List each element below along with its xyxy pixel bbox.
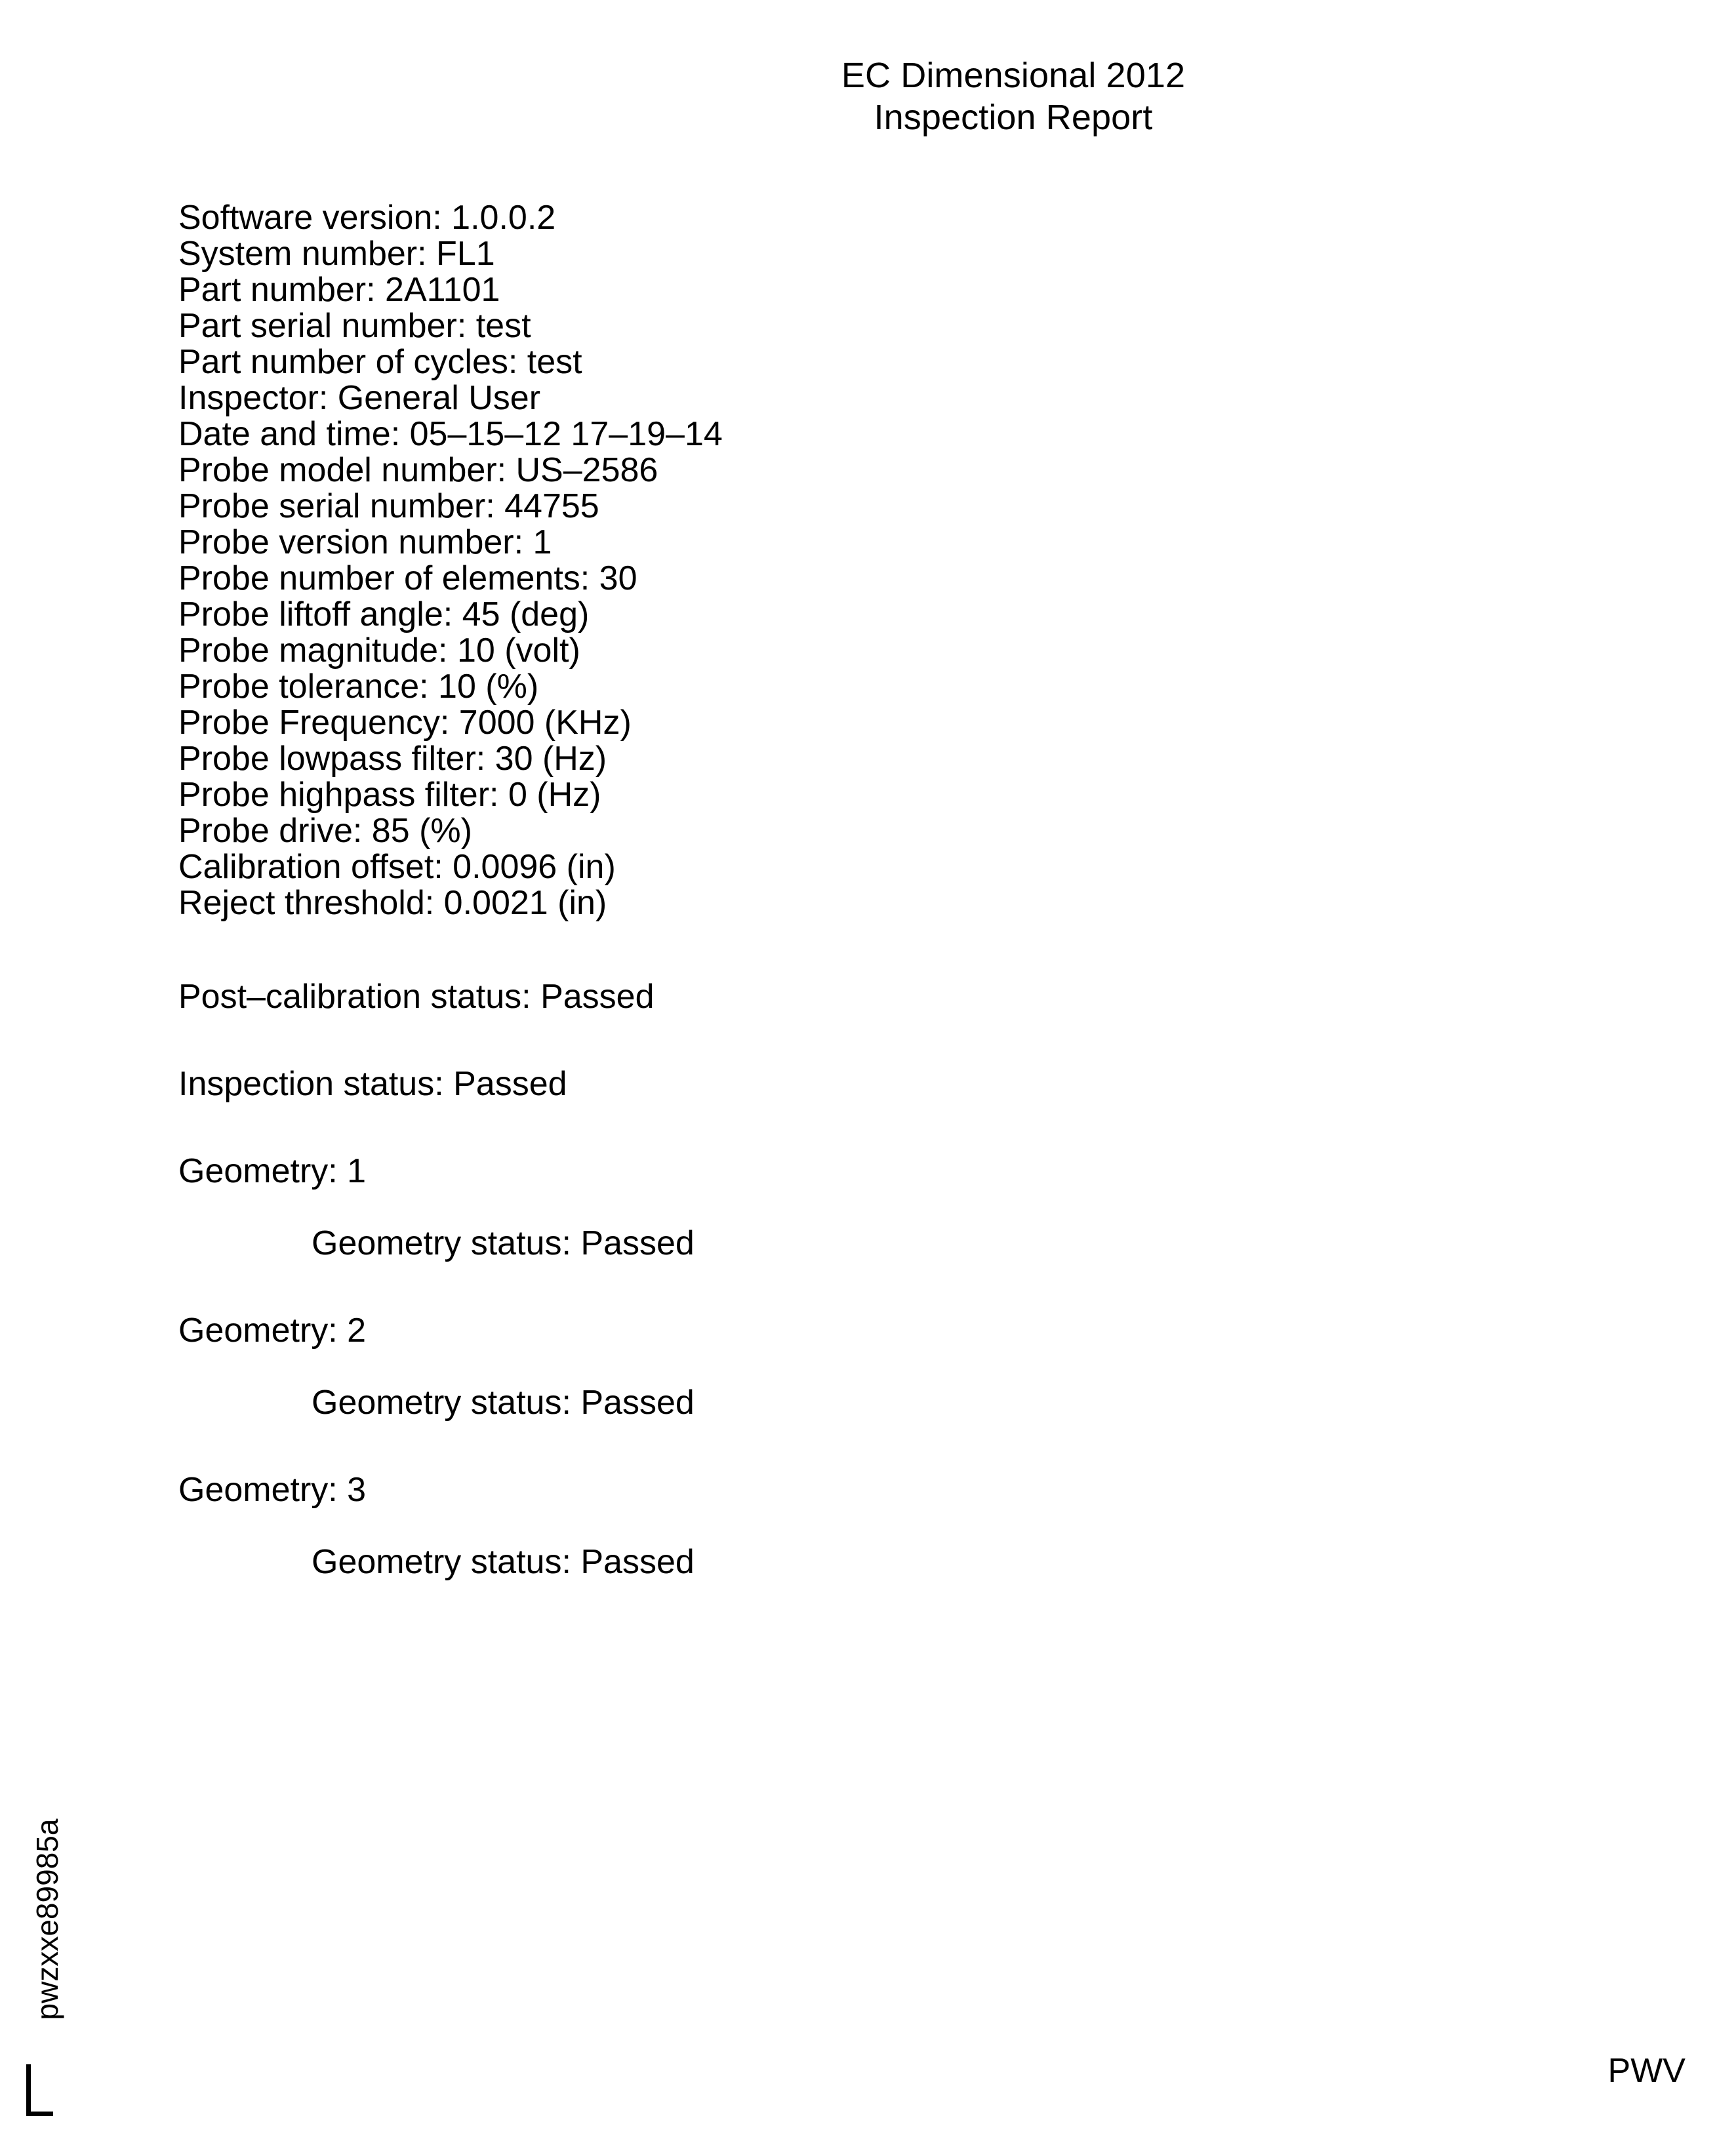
param-part-serial-number: Part serial number: test <box>178 307 531 345</box>
param-probe-magnitude: Probe magnitude: 10 (volt) <box>178 631 580 670</box>
spacer <box>178 1419 1556 1470</box>
param-probe-lowpass-filter: Probe lowpass filter: 30 (Hz) <box>178 740 607 778</box>
geometry-heading-1: Geometry: 1 <box>178 1152 367 1190</box>
geometry-heading-2: Geometry: 2 <box>178 1312 367 1350</box>
param-probe-liftoff-angle: Probe liftoff angle: 45 (deg) <box>178 595 590 633</box>
spacer <box>178 921 1556 977</box>
footer-right-mark: PWV <box>1607 2052 1686 2090</box>
param-date-and-time: Date and time: 05–15–12 17–19–14 <box>178 415 723 453</box>
param-probe-drive: Probe drive: 85 (%) <box>178 812 472 850</box>
param-software-version: Software version: 1.0.0.2 <box>178 199 556 237</box>
watermark-text: pwzxxe89985a <box>30 1818 64 2020</box>
spacer <box>178 1506 1556 1542</box>
param-system-number: System number: FL1 <box>178 235 495 273</box>
param-probe-tolerance: Probe tolerance: 10 (%) <box>178 668 539 706</box>
param-reject-threshold: Reject threshold: 0.0021 (in) <box>178 884 607 922</box>
geometry-status-2: Geometry status: Passed <box>312 1384 695 1422</box>
report-title-block <box>0 55 1736 138</box>
crop-mark-bottom-left <box>26 2064 53 2116</box>
param-inspector: Inspector: General User <box>178 379 541 417</box>
spacer <box>178 1013 1556 1064</box>
spacer <box>178 1260 1556 1311</box>
report-title-line-2: Inspection Report <box>874 97 1153 137</box>
spacer <box>178 1347 1556 1383</box>
param-calibration-offset: Calibration offset: 0.0096 (in) <box>178 848 616 886</box>
geometry-heading-3: Geometry: 3 <box>178 1471 367 1509</box>
spacer <box>178 1100 1556 1152</box>
spacer <box>178 1188 1556 1224</box>
parameter-list <box>178 200 1556 921</box>
post-calibration-status: Post–calibration status: Passed <box>178 978 655 1016</box>
param-probe-version-number: Probe version number: 1 <box>178 523 552 561</box>
geometry-status-1: Geometry status: Passed <box>312 1224 695 1262</box>
param-probe-model-number: Probe model number: US–2586 <box>178 451 658 489</box>
param-part-number: Part number: 2A1101 <box>178 271 500 309</box>
param-probe-highpass-filter: Probe highpass filter: 0 (Hz) <box>178 776 601 814</box>
report-body <box>178 199 1556 1581</box>
param-probe-serial-number: Probe serial number: 44755 <box>178 487 599 525</box>
geometry-status-3: Geometry status: Passed <box>312 1543 695 1581</box>
param-part-number-of-cycles: Part number of cycles: test <box>178 343 582 381</box>
param-probe-frequency: Probe Frequency: 7000 (KHz) <box>178 704 632 742</box>
report-title-line-1: EC Dimensional 2012 <box>841 56 1186 95</box>
inspection-status: Inspection status: Passed <box>178 1065 567 1103</box>
param-probe-number-of-elements: Probe number of elements: 30 <box>178 559 637 597</box>
